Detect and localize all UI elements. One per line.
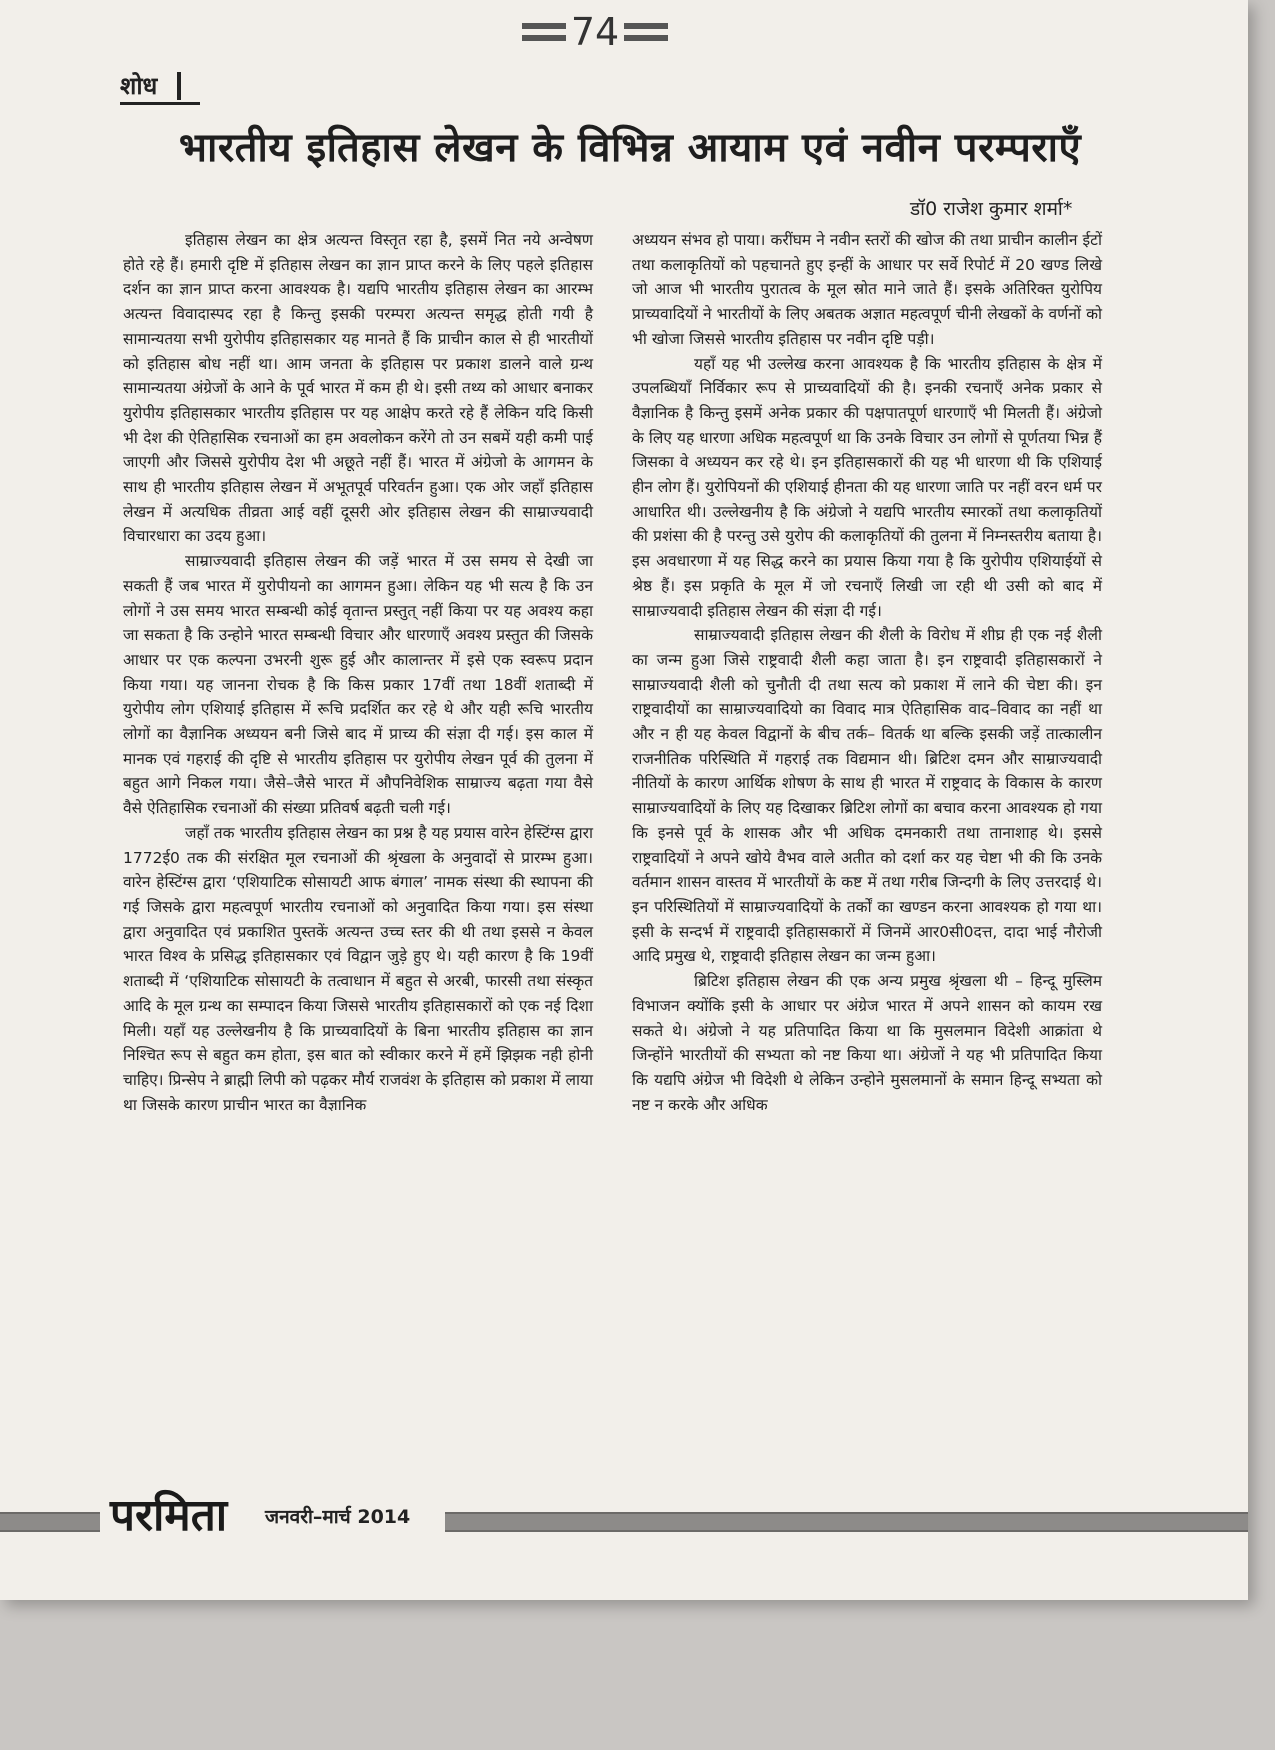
footer-stripe-left: [0, 1512, 100, 1532]
paragraph: अध्ययन संभव हो पाया। करींघम ने नवीन स्तरों की खोज की तथा प्राचीन कालीन ईटों तथा कलाकृतियों को पहचानते हुए इन्हीं के आधार पर सर्वे रिपोर्ट में 20 खण्ड लिखे जो आज भी भारतीय पुरातत्व के मूल स्रोत माने जाते हैं। इसके अतिरिक्त युरोपिय प्राच्यवादियों ने भारतीयों के लिए अबतक अज्ञात महत्वपूर्ण चीनी लेखकों के वर्णनों को भी खोजा जिससे भारतीय इतिहास पर नवीन दृष्टि पड़ी।: [632, 231, 1102, 348]
section-underline: [120, 102, 200, 105]
article-author: डॉ0 राजेश कुमार शर्मा*: [910, 198, 1073, 220]
page-number: 74: [570, 10, 620, 54]
paragraph: ब्रिटिश इतिहास लेखन की एक अन्य प्रमुख श्रृंखला थी – हिन्दू मुस्लिम विभाजन क्योंकि इसी के आधार पर अंग्रेज भारत में अपने शासन को कायम रख सकते थे। अंग्रेजो ने यह प्रतिपादित किया था कि मुसलमान विदेशी आक्रांता थे जिन्होंने भारतीयों की सभ्यता को नष्ट किया था। अंग्रेजों ने यह भी प्रतिपादित किया कि यद्यपि अंग्रेज भी विदेशी थे लेकिन उन्होने मुसलमानों के समान हिन्दू सभ्यता को नष्ट न करके और अधिक: [632, 972, 1102, 1114]
paragraph: साम्राज्यवादी इतिहास लेखन की जड़ें भारत में उस समय से देखी जा सकती हैं जब भारत में युरोपीयनो का आगमन हुआ। लेकिन यह भी सत्य है कि उन लोगों ने उस समय भारत सम्बन्धी कोई वृतान्त प्रस्तुत् नहीं किया पर यह अवश्य कहा जा सकता है कि उन्होने भारत सम्बन्धी विचार और धारणाएँ अवश्य प्रस्तुत की जिसके आधार पर एक कल्पना उभरनी शुरू हुई और कालान्तर में इसे एक स्वरूप प्रदान किया गया। यह जानना रोचक है कि किस प्रकार 17वीं तथा 18वीं शताब्दी में युरोपीय लोग एशियाई इतिहास में रूचि प्रदर्शित कर रहे थे और यही रूचि भारतीय लोगों का वैज्ञानिक अध्ययन बनी जिसे बाद में प्राच्य की संज्ञा दी गई। इस काल में मानक एवं गहराई की दृष्टि से भारतीय इतिहास पर युरोपीय लेखन पूर्व की तुलना में बहुत आगे निकल गया। जैसे–जैसे भारत में औपनिवेशिक साम्राज्य बढ़ता गया वैसे वैसे ऐतिहासिक रचनाओं की संख्या प्रतिवर्ष बढ़ती चली गई।: [123, 552, 593, 818]
ornament-bars-left: [522, 23, 566, 41]
magazine-logo: परमिता: [110, 1490, 228, 1541]
paragraph: इतिहास लेखन का क्षेत्र अत्यन्त विस्तृत रहा है, इसमें नित नये अन्वेषण होते रहे हैं। हमारी दृष्टि में इतिहास लेखन का ज्ञान प्राप्त करने के लिए पहले इतिहास दर्शन का ज्ञान प्राप्त करना आवश्यक है। यद्यपि भारतीय इतिहास लेखन का आरम्भ अत्यन्त विवादास्पद रहा है किन्तु इसकी परम्परा अत्यन्त समृद्ध होती गयी है सामान्यतया सभी युरोपीय इतिहासकार यह मानते हैं कि प्राचीन काल से ही भारतीयों को इतिहास बोध नहीं था। आम जनता के इतिहास पर प्रकाश डालने वाले ग्रन्थ सामान्यतया अंग्रेजों के आने के पूर्व भारत में कम ही थे। इसी तथ्य को आधार बनाकर युरोपीय इतिहासकार भारतीय इतिहास पर यह आक्षेप करते रहे हैं लेकिन यदि किसी भी देश की ऐतिहासिक रचनाओं का हम अवलोकन करेंगे तो उन सबमें यही कमी पाई जाएगी और जिससे युरोपीय देश भी अछूते नहीं हैं। भारत में अंग्रेजो के आगमन के साथ ही भारतीय इतिहास लेखन में अभूतपूर्व परिवर्तन हुआ। एक ओर जहाँ इतिहास लेखन में अत्यधिक तीव्रता आई वहीं दूसरी ओर इतिहास लेखन की साम्राज्यवादी विचारधारा का उदय हुआ।: [123, 231, 593, 546]
page-number-ornament: [500, 6, 690, 58]
paragraph: जहाँ तक भारतीय इतिहास लेखन का प्रश्न है यह प्रयास वारेन हेस्टिंग्स द्वारा 1772ई0 तक की संरक्षित मूल रचनाओं की श्रृंखला के अनुवादों से प्रारम्भ हुआ। वारेन हेस्टिंग्स द्वारा ‘एशियाटिक सोसायटी आफ बंगाल’ नामक संस्था की स्थापना की गई जिसके द्वारा महत्वपूर्ण भारतीय रचनाओं को अनुवादित किया गया। इस संस्था द्वारा अनुवादित एवं प्रकाशित पुस्तकें अत्यन्त उच्च स्तर की थी तथा इससे न केवल भारत विश्व के प्रसिद्ध इतिहासकार एवं विद्वान जुड़े हुए थे। यही कारण है कि 19वीं शताब्दी में ‘एशियाटिक सोसायटी के तत्वाधान में बहुत से अरबी, फारसी तथा संस्कृत आदि के मूल ग्रन्थ का सम्पादन किया जिससे भारतीय इतिहासकारों को एक नई दिशा मिली। यहाँ यह उल्लेखनीय है कि प्राच्यवादियों के बिना भारतीय इतिहास का ज्ञान निश्चित रूप से बहुत कम होता, इस बात को स्वीकार करने में हमें झिझक नही होनी चाहिए। प्रिन्सेप ने ब्राह्मी लिपी को पढ़कर मौर्य राजवंश के इतिहास को प्रकाश में लाया था जिसके कारण प्राचीन भारत का वैज्ञानिक: [123, 823, 593, 1114]
article-title: भारतीय इतिहास लेखन के विभिन्न आयाम एवं नवीन परम्पराएँ: [178, 125, 1082, 171]
left-column: [123, 228, 593, 1117]
ornament-bars-right: [624, 23, 668, 41]
paragraph: यहाँ यह भी उल्लेख करना आवश्यक है कि भारतीय इतिहास के क्षेत्र में उपलब्धियाँ निर्विकार रूप से प्राच्यवादियों की है। इनकी रचनाएँ अनेक प्रकार से वैज्ञानिक है किन्तु इसमें अनेक प्रकार की पक्षपातपूर्ण धारणाएँ भी मिलती हैं। अंग्रेजो के लिए यह धारणा अधिक महत्वपूर्ण था कि उनके विचार उन लोगों से पूर्णतया भिन्न हैं जिसका वे अध्ययन कर रहे थे। इन इतिहासकारों की यह भी धारणा थी कि एशियाई हीन लोग हैं। युरोपियनों की एशियाई हीनता की यह धारणा जाति पर नहीं वरन धर्म पर आधारित थी। उल्लेखनीय है कि अंग्रेजो ने यद्यपि भारतीय स्मारकों तथा कलाकृतियों की प्रशंसा की है परन्तु उसे युरोप की कलाकृतियों की तुलना में निम्नस्तरीय बताया है। इस अवधारणा में यह सिद्ध करने का प्रयास किया गया है कि युरोपीय एशियाईयों से श्रेष्ठ हैं। इस प्रकृति के मूल में जो रचनाएँ लिखी जा रही थी उसी को बाद में साम्राज्यवादी इतिहास लेखन की संज्ञा दी गई।: [632, 354, 1102, 620]
right-column: [632, 228, 1102, 1117]
paragraph: साम्राज्यवादी इतिहास लेखन की शैली के विरोध में शीघ्र ही एक नई शैली का जन्म हुआ जिसे राष्ट्रवादी शैली कहा जाता है। इन राष्ट्रवादी इतिहासकारों ने साम्राज्यवादी शैली को चुनौती दी तथा सत्य को प्रकाश में लाने की चेष्टा की। इन राष्ट्रवादीयों का साम्राज्यवादियो का विवाद मात्र ऐतिहासिक वाद–विवाद का नहीं था और न ही यह केवल विद्वानों के बीच तर्क– वितर्क था बल्कि इसकी जड़ें तात्कालीन राजनीतिक परिस्थिति में गहराई तक विद्यमान थी। ब्रिटिश दमन और साम्राज्यवादी नीतियों के कारण आर्थिक शोषण के साथ ही भारत में राष्ट्रवाद के विकास के कारण साम्राज्यवादियों के लिए यह दिखाकर ब्रिटिश लोगों का बचाव करना आवश्यक हो गया कि इनसे पूर्व के शासक और भी अधिक दमनकारी तथा तानाशाह थे। इससे राष्ट्रवादियों ने अपने खोये वैभव वाले अतीत को दर्शा कर यह चेष्टा भी की कि उनके वर्तमान शासन वास्तव में भारतीयों के कष्ट में तथा गरीब जिन्दगी के लिए उत्तरदाई थे। इन परिस्थितियों में साम्राज्यवादियों के तर्कों का खण्डन करना आवश्यक हो गया था। इसी के सन्दर्भ में राष्ट्रवादी इतिहासकारों में जिनमें आर0सी0दत्त, दादा भाई नौरोजी आदि प्रमुख थे, राष्ट्रवादी इतिहास लेखन का जन्म हुआ।: [632, 626, 1102, 966]
section-label: शोध: [120, 72, 181, 100]
issue-date: जनवरी–मार्च 2014: [265, 1506, 411, 1528]
footer-stripe-right: [445, 1512, 1248, 1532]
